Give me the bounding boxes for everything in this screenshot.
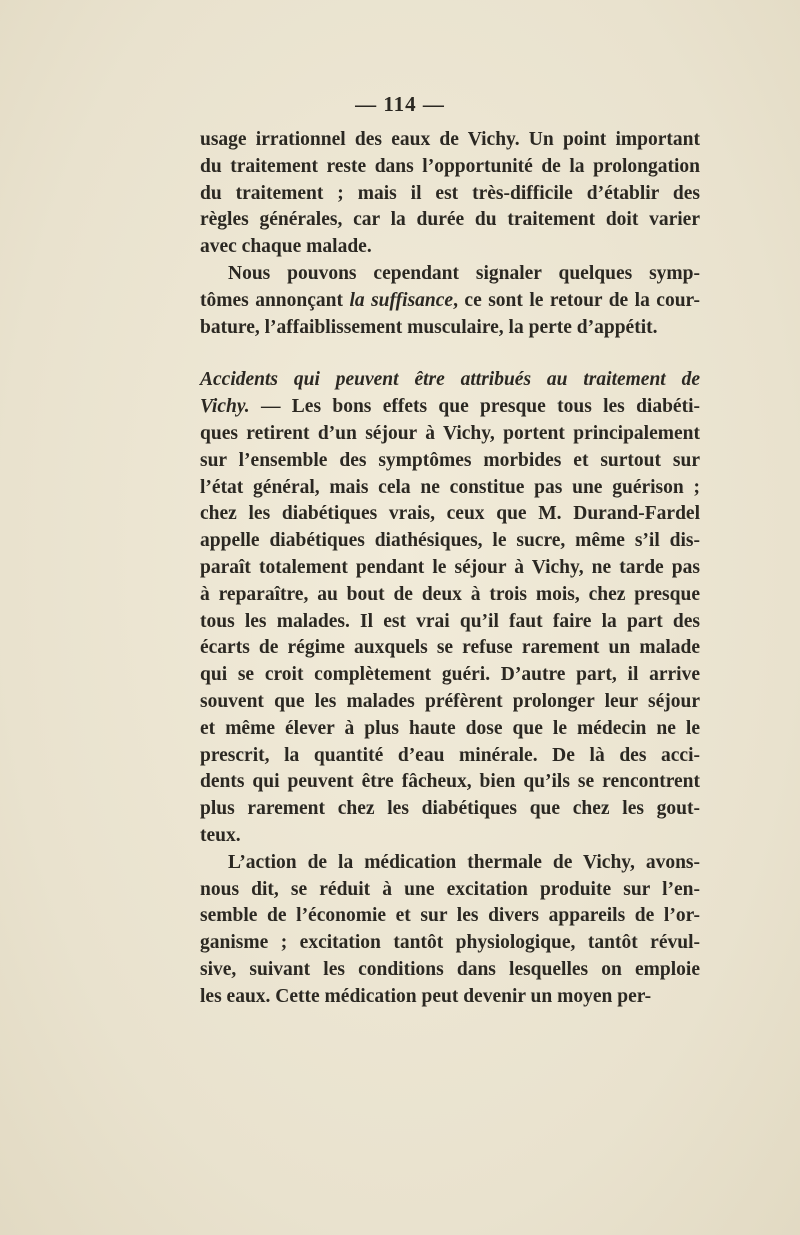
text-line: plus rarement chez les diabétiques que chez les gout- bbox=[200, 798, 700, 820]
paragraph-3 bbox=[200, 367, 700, 849]
text-line: du traitement reste dans l’opportunité de la prolongation bbox=[200, 155, 700, 177]
text-line: et même élever à plus haute dose que le médecin ne le bbox=[200, 717, 700, 739]
text-line: du traitement ; mais il est très-difficile d’établir des bbox=[200, 182, 700, 204]
text-line: l’état général, mais cela ne constitue pas une guérison ; bbox=[200, 476, 700, 498]
page-number: — 114 — bbox=[355, 92, 445, 116]
text-line: paraît totalement pendant le séjour à Vichy, ne tarde pas bbox=[200, 556, 700, 578]
text-line: ganisme ; excitation tantôt physiologique, tantôt révul- bbox=[200, 932, 700, 954]
text-line: bature, l’affaiblissement musculaire, la perte d’appétit. bbox=[200, 316, 658, 338]
text-line: les eaux. Cette médication peut devenir un moyen per- bbox=[200, 985, 652, 1007]
paragraph-1 bbox=[200, 127, 700, 261]
text-line: appelle diabétiques diathésiques, le sucre, même s’il dis- bbox=[200, 530, 700, 552]
text-line: Vichy. — Les bons effets que presque tous les diabéti- bbox=[200, 396, 700, 418]
text-line: prescrit, la quantité d’eau minérale. De là des acci- bbox=[200, 744, 700, 766]
paragraph-2 bbox=[200, 261, 700, 341]
text-line: règles générales, car la durée du traitement doit varier bbox=[200, 209, 700, 231]
text-line: L’action de la médication thermale de Vichy, avons- bbox=[228, 851, 700, 873]
body-text bbox=[200, 127, 700, 1011]
text-line: teux. bbox=[200, 824, 241, 846]
text-line: Accidents qui peuvent être attribués au traitement de bbox=[200, 369, 700, 391]
text-line: à reparaître, au bout de deux à trois mois, chez presque bbox=[200, 583, 700, 605]
text-line: tous les malades. Il est vrai qu’il faut faire la part des bbox=[200, 610, 700, 632]
text-line: avec chaque malade. bbox=[200, 236, 372, 258]
text-line: sive, suivant les conditions dans lesquelles on emploie bbox=[200, 958, 700, 980]
text-line: usage irrationnel des eaux de Vichy. Un point important bbox=[200, 129, 700, 150]
paragraph-4 bbox=[200, 850, 700, 1011]
text-line: souvent que les malades préfèrent prolonger leur séjour bbox=[200, 690, 700, 712]
text-line: nous dit, se réduit à une excitation produite sur l’en- bbox=[200, 878, 700, 900]
text-line: ques retirent d’un séjour à Vichy, portent principalement bbox=[200, 422, 700, 444]
text-line: dents qui peuvent être fâcheux, bien qu’ils se rencontrent bbox=[200, 771, 700, 793]
text-line: chez les diabétiques vrais, ceux que M. Durand-Fardel bbox=[200, 503, 700, 525]
text-line: semble de l’économie et sur les divers appareils de l’or- bbox=[200, 905, 700, 927]
text-line: tômes annonçant la suffisance, ce sont le retour de la cour- bbox=[200, 289, 700, 311]
text-line: sur l’ensemble des symptômes morbides et surtout sur bbox=[200, 449, 700, 471]
text-line: qui se croit complètement guéri. D’autre part, il arrive bbox=[200, 664, 700, 686]
text-line: écarts de régime auxquels se refuse rarement un malade bbox=[200, 637, 700, 659]
section-gap bbox=[200, 341, 700, 367]
text-line: Nous pouvons cependant signaler quelques symp- bbox=[228, 262, 700, 284]
